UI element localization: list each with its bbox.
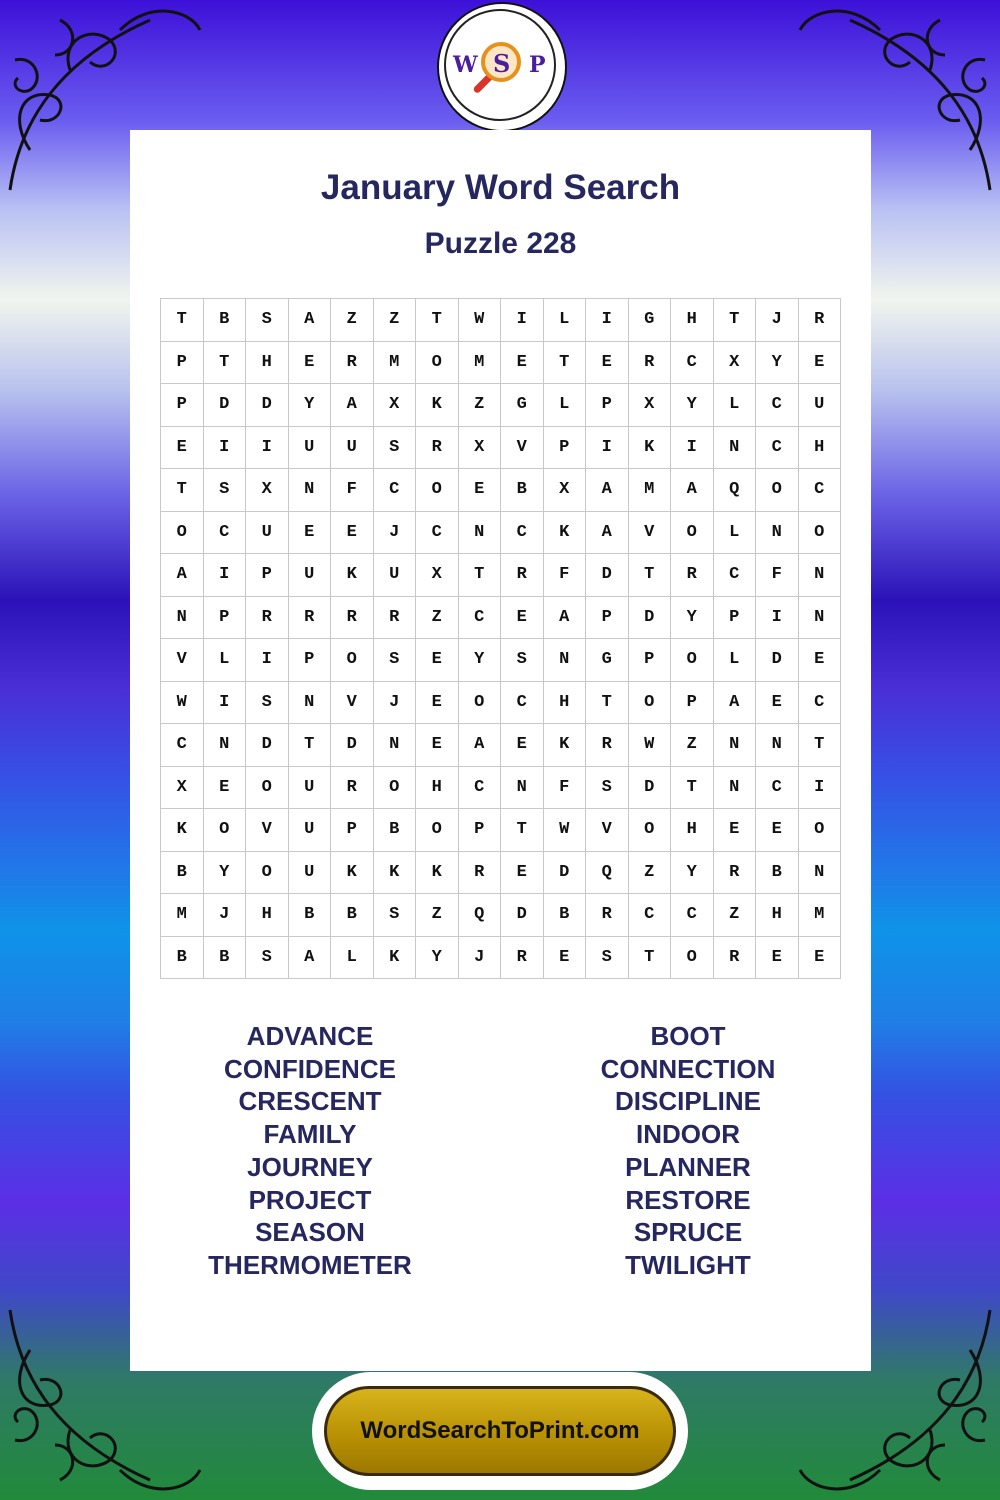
grid-cell[interactable]: N [288,469,331,512]
grid-cell[interactable]: L [331,936,374,979]
grid-cell[interactable]: W [628,724,671,767]
grid-cell[interactable]: C [756,426,799,469]
grid-cell[interactable]: X [628,384,671,427]
grid-row [161,341,841,384]
grid-cell[interactable]: O [628,681,671,724]
grid-cell[interactable]: I [203,426,246,469]
grid-cell[interactable]: B [161,851,204,894]
grid-cell[interactable]: P [628,639,671,682]
grid-cell[interactable]: K [373,936,416,979]
grid-cell[interactable]: R [713,851,756,894]
grid-cell[interactable]: W [161,681,204,724]
grid-cell[interactable]: X [458,426,501,469]
grid-cell[interactable]: E [501,596,544,639]
grid-cell[interactable]: N [798,851,841,894]
wsp-logo[interactable] [437,2,567,132]
grid-cell[interactable]: M [373,341,416,384]
grid-cell[interactable]: R [713,936,756,979]
grid-cell[interactable]: G [501,384,544,427]
grid-cell[interactable]: N [756,511,799,554]
word-item: DISCIPLINE [615,1086,761,1117]
grid-cell[interactable]: J [756,299,799,342]
grid-cell[interactable]: C [671,894,714,937]
grid-cell[interactable]: A [713,681,756,724]
grid-cell[interactable]: D [628,766,671,809]
grid-cell[interactable]: N [203,724,246,767]
word-item: THERMOMETER [208,1249,412,1280]
grid-cell[interactable]: O [671,936,714,979]
word-item: CONNECTION [600,1053,776,1084]
grid-cell[interactable]: C [203,511,246,554]
grid-cell[interactable]: H [798,426,841,469]
grid-cell[interactable]: U [373,554,416,597]
grid-row [161,766,841,809]
word-item: INDOOR [636,1119,740,1150]
grid-row [161,384,841,427]
grid-cell[interactable]: M [458,341,501,384]
grid-cell[interactable]: T [798,724,841,767]
grid-cell[interactable]: R [628,341,671,384]
grid-cell[interactable]: U [288,766,331,809]
word-item: SPRUCE [633,1217,743,1248]
grid-cell[interactable]: C [458,596,501,639]
grid-cell[interactable]: S [586,766,629,809]
grid-cell[interactable]: R [586,724,629,767]
grid-cell[interactable]: N [543,639,586,682]
grid-cell[interactable]: Q [713,469,756,512]
grid-cell[interactable]: U [331,426,374,469]
grid-cell[interactable]: J [373,511,416,554]
grid-cell[interactable]: R [501,936,544,979]
logo-letter-w: W [453,52,478,78]
word-item: BOOT [650,1021,726,1051]
grid-cell[interactable]: L [713,511,756,554]
grid-cell[interactable]: O [756,469,799,512]
grid-cell[interactable]: D [246,724,289,767]
grid-cell[interactable]: A [671,469,714,512]
grid-cell[interactable]: T [203,341,246,384]
grid-cell[interactable]: G [628,299,671,342]
grid-cell[interactable]: N [288,681,331,724]
grid-cell[interactable]: S [373,894,416,937]
grid-cell[interactable]: R [331,341,374,384]
grid-cell[interactable]: B [288,894,331,937]
grid-cell[interactable]: W [458,299,501,342]
grid-cell[interactable]: E [458,469,501,512]
grid-cell[interactable]: J [458,936,501,979]
grid-cell[interactable]: J [203,894,246,937]
grid-cell[interactable]: N [713,426,756,469]
grid-cell[interactable]: P [288,639,331,682]
grid-cell[interactable]: D [628,596,671,639]
grid-cell[interactable]: C [161,724,204,767]
grid-cell[interactable]: Y [671,384,714,427]
grid-cell[interactable]: E [756,936,799,979]
grid-cell[interactable]: K [331,554,374,597]
grid-cell[interactable]: H [671,299,714,342]
grid-cell[interactable]: Q [458,894,501,937]
grid-cell[interactable]: H [671,809,714,852]
logo-letter-p: P [529,52,546,78]
grid-cell[interactable]: S [586,936,629,979]
grid-cell[interactable]: V [161,639,204,682]
grid-cell[interactable]: U [288,426,331,469]
grid-cell[interactable]: S [501,639,544,682]
grid-cell[interactable]: I [203,681,246,724]
grid-cell[interactable]: R [416,426,459,469]
grid-cell[interactable]: C [756,384,799,427]
grid-cell[interactable]: R [288,596,331,639]
grid-cell[interactable]: M [798,894,841,937]
grid-row [161,936,841,979]
grid-cell[interactable]: Z [331,299,374,342]
grid-cell[interactable]: T [628,936,671,979]
word-item: PLANNER [625,1151,751,1182]
grid-cell[interactable]: V [501,426,544,469]
grid-cell[interactable]: I [756,596,799,639]
grid-cell[interactable]: O [416,341,459,384]
word-list-right [503,1020,873,1282]
grid-cell[interactable]: Y [671,851,714,894]
grid-cell[interactable]: Y [416,936,459,979]
grid-cell[interactable]: B [373,809,416,852]
grid-cell[interactable]: V [586,809,629,852]
grid-cell[interactable]: E [713,809,756,852]
grid-cell[interactable]: A [586,511,629,554]
grid-cell[interactable]: F [331,469,374,512]
grid-cell[interactable]: T [161,469,204,512]
grid-cell[interactable]: O [798,809,841,852]
grid-cell[interactable]: E [501,724,544,767]
grid-cell[interactable]: O [416,809,459,852]
grid-cell[interactable]: P [671,681,714,724]
grid-cell[interactable]: O [246,766,289,809]
grid-cell[interactable]: D [586,554,629,597]
grid-cell[interactable]: J [373,681,416,724]
grid-cell[interactable]: P [246,554,289,597]
grid-cell[interactable]: Q [586,851,629,894]
grid-cell[interactable]: Z [416,894,459,937]
grid-cell[interactable]: F [543,554,586,597]
grid-cell[interactable]: C [756,766,799,809]
grid-cell[interactable]: S [246,936,289,979]
grid-cell[interactable]: O [671,511,714,554]
grid-cell[interactable]: H [756,894,799,937]
grid-cell[interactable]: E [543,936,586,979]
grid-cell[interactable]: L [543,299,586,342]
grid-cell[interactable]: A [288,936,331,979]
grid-cell[interactable]: P [586,596,629,639]
grid-cell[interactable]: O [246,851,289,894]
grid-cell[interactable]: B [501,469,544,512]
grid-cell[interactable]: L [713,384,756,427]
grid-cell[interactable]: E [798,936,841,979]
grid-cell[interactable]: E [203,766,246,809]
grid-cell[interactable]: E [288,511,331,554]
grid-cell[interactable]: U [288,851,331,894]
grid-cell[interactable]: T [713,299,756,342]
grid-cell[interactable]: U [246,511,289,554]
grid-cell[interactable]: O [628,809,671,852]
grid-cell[interactable]: C [501,511,544,554]
grid-cell[interactable]: K [543,511,586,554]
grid-cell[interactable]: E [756,681,799,724]
grid-cell[interactable]: D [331,724,374,767]
grid-cell[interactable]: D [246,384,289,427]
grid-cell[interactable]: Z [416,596,459,639]
grid-cell[interactable]: R [671,554,714,597]
grid-cell[interactable]: P [161,341,204,384]
grid-cell[interactable]: C [501,681,544,724]
grid-cell[interactable]: I [671,426,714,469]
grid-cell[interactable]: Z [373,299,416,342]
grid-cell[interactable]: I [501,299,544,342]
grid-cell[interactable]: I [798,766,841,809]
grid-cell[interactable]: O [671,639,714,682]
grid-cell[interactable]: T [288,724,331,767]
grid-cell[interactable]: B [203,936,246,979]
grid-cell[interactable]: M [161,894,204,937]
grid-cell[interactable]: K [416,384,459,427]
grid-cell[interactable]: R [331,596,374,639]
grid-cell[interactable]: C [671,341,714,384]
logo-letter-s: S [493,49,511,78]
grid-cell[interactable]: Z [713,894,756,937]
grid-cell[interactable]: N [501,766,544,809]
grid-cell[interactable]: B [543,894,586,937]
grid-cell[interactable]: S [203,469,246,512]
puzzle-sheet [130,130,871,1371]
grid-cell[interactable]: R [458,851,501,894]
grid-cell[interactable]: S [373,426,416,469]
grid-cell[interactable]: E [416,639,459,682]
grid-row [161,469,841,512]
grid-cell[interactable]: P [203,596,246,639]
grid-cell[interactable]: Z [671,724,714,767]
grid-cell[interactable]: T [671,766,714,809]
grid-cell[interactable]: A [543,596,586,639]
grid-cell[interactable]: T [543,341,586,384]
grid-cell[interactable]: T [586,681,629,724]
word-item: RESTORE [625,1184,751,1215]
grid-cell[interactable]: F [543,766,586,809]
grid-cell[interactable]: P [543,426,586,469]
grid-cell[interactable]: T [416,299,459,342]
grid-cell[interactable]: C [713,554,756,597]
grid-cell[interactable]: Z [458,384,501,427]
grid-row [161,724,841,767]
grid-cell[interactable]: I [586,299,629,342]
grid-cell[interactable]: N [373,724,416,767]
grid-cell[interactable]: P [458,809,501,852]
grid-cell[interactable]: H [416,766,459,809]
grid-cell[interactable]: O [373,766,416,809]
grid-cell[interactable]: H [543,681,586,724]
grid-cell[interactable]: X [373,384,416,427]
grid-cell[interactable]: O [416,469,459,512]
grid-cell[interactable]: R [246,596,289,639]
grid-cell[interactable]: A [586,469,629,512]
grid-cell[interactable]: P [161,384,204,427]
grid-cell[interactable]: T [458,554,501,597]
grid-cell[interactable]: T [628,554,671,597]
grid-cell[interactable]: X [246,469,289,512]
grid-cell[interactable]: O [458,681,501,724]
grid-cell[interactable]: Y [458,639,501,682]
grid-cell[interactable]: A [331,384,374,427]
grid-cell[interactable]: R [373,596,416,639]
grid-cell[interactable]: P [331,809,374,852]
grid-cell[interactable]: V [246,809,289,852]
grid-cell[interactable]: H [246,341,289,384]
grid-cell[interactable]: K [161,809,204,852]
word-item: CONFIDENCE [224,1053,396,1084]
word-item: SEASON [255,1217,365,1248]
grid-cell[interactable]: N [713,724,756,767]
grid-cell[interactable]: C [628,894,671,937]
grid-cell[interactable]: B [161,936,204,979]
grid-cell[interactable]: R [586,894,629,937]
grid-row [161,596,841,639]
grid-cell[interactable]: O [331,639,374,682]
grid-cell[interactable]: E [798,639,841,682]
grid-row [161,554,841,597]
grid-cell[interactable]: D [203,384,246,427]
grid-cell[interactable]: N [798,554,841,597]
grid-cell[interactable]: I [586,426,629,469]
grid-cell[interactable]: E [501,341,544,384]
grid-cell[interactable]: O [203,809,246,852]
puzzle-number: Puzzle 228 [424,227,577,260]
grid-cell[interactable]: P [713,596,756,639]
grid-cell[interactable]: E [331,511,374,554]
grid-cell[interactable]: A [458,724,501,767]
grid-row [161,681,841,724]
grid-cell[interactable]: D [501,894,544,937]
grid-cell[interactable]: Y [671,596,714,639]
grid-cell[interactable]: L [713,639,756,682]
grid-cell[interactable]: K [543,724,586,767]
grid-cell[interactable]: B [756,851,799,894]
grid-cell[interactable]: N [798,596,841,639]
grid-cell[interactable]: R [501,554,544,597]
grid-cell[interactable]: D [756,639,799,682]
grid-row [161,894,841,937]
grid-cell[interactable]: C [416,511,459,554]
grid-cell[interactable]: L [543,384,586,427]
grid-cell[interactable]: C [458,766,501,809]
grid-cell[interactable]: M [628,469,671,512]
grid-row [161,809,841,852]
grid-cell[interactable]: E [586,341,629,384]
grid-cell[interactable]: E [416,724,459,767]
grid-cell[interactable]: S [246,299,289,342]
word-item: ADVANCE [246,1021,374,1051]
grid-cell[interactable]: N [458,511,501,554]
grid-cell[interactable]: Y [756,341,799,384]
grid-cell[interactable]: S [246,681,289,724]
grid-cell[interactable]: L [203,639,246,682]
grid-cell[interactable]: E [288,341,331,384]
grid-cell[interactable]: N [713,766,756,809]
grid-cell[interactable]: X [161,766,204,809]
word-item: JOURNEY [247,1151,373,1182]
grid-cell[interactable]: O [798,511,841,554]
grid-row [161,639,841,682]
grid-cell[interactable]: K [373,851,416,894]
grid-cell[interactable]: C [798,681,841,724]
grid-cell[interactable]: S [373,639,416,682]
grid-cell[interactable]: I [203,554,246,597]
grid-cell[interactable]: N [756,724,799,767]
word-item: FAMILY [263,1119,357,1150]
word-item: CRESCENT [238,1086,382,1117]
grid-cell[interactable]: R [798,299,841,342]
grid-cell[interactable]: E [161,426,204,469]
grid-cell[interactable]: D [543,851,586,894]
grid-cell[interactable]: V [628,511,671,554]
word-item: TWILIGHT [625,1249,751,1280]
grid-cell[interactable]: A [288,299,331,342]
grid-cell[interactable]: H [246,894,289,937]
word-item: PROJECT [248,1184,372,1215]
grid-cell[interactable]: I [246,639,289,682]
grid-cell[interactable]: X [416,554,459,597]
grid-row [161,426,841,469]
grid-cell[interactable]: X [543,469,586,512]
grid-cell[interactable]: U [798,384,841,427]
grid-cell[interactable]: N [161,596,204,639]
grid-cell[interactable]: P [586,384,629,427]
grid-row [161,299,841,342]
grid-cell[interactable]: W [543,809,586,852]
grid-cell[interactable]: F [756,554,799,597]
grid-cell[interactable]: Y [203,851,246,894]
grid-cell[interactable]: X [713,341,756,384]
grid-cell[interactable]: C [798,469,841,512]
grid-cell[interactable]: E [416,681,459,724]
letter-grid [160,298,841,979]
page-title: January Word Search [320,168,681,207]
grid-cell[interactable]: U [288,554,331,597]
grid-cell[interactable]: R [331,766,374,809]
grid-cell[interactable]: T [161,299,204,342]
grid-cell[interactable]: U [288,809,331,852]
grid-cell[interactable]: A [161,554,204,597]
grid-cell[interactable]: O [161,511,204,554]
grid-cell[interactable]: V [331,681,374,724]
grid-cell[interactable]: Z [628,851,671,894]
grid-cell[interactable]: E [798,341,841,384]
site-link-button[interactable]: WordSearchToPrint.com [324,1386,676,1476]
grid-cell[interactable]: E [756,809,799,852]
word-list-left [125,1020,495,1282]
grid-cell[interactable]: I [246,426,289,469]
grid-cell[interactable]: E [501,851,544,894]
grid-cell[interactable]: B [331,894,374,937]
grid-cell[interactable]: K [628,426,671,469]
grid-cell[interactable]: K [331,851,374,894]
grid-row [161,851,841,894]
grid-cell[interactable]: K [416,851,459,894]
grid-cell[interactable]: C [373,469,416,512]
grid-row [161,511,841,554]
grid-cell[interactable]: G [586,639,629,682]
grid-cell[interactable]: T [501,809,544,852]
grid-cell[interactable]: Y [288,384,331,427]
grid-cell[interactable]: B [203,299,246,342]
